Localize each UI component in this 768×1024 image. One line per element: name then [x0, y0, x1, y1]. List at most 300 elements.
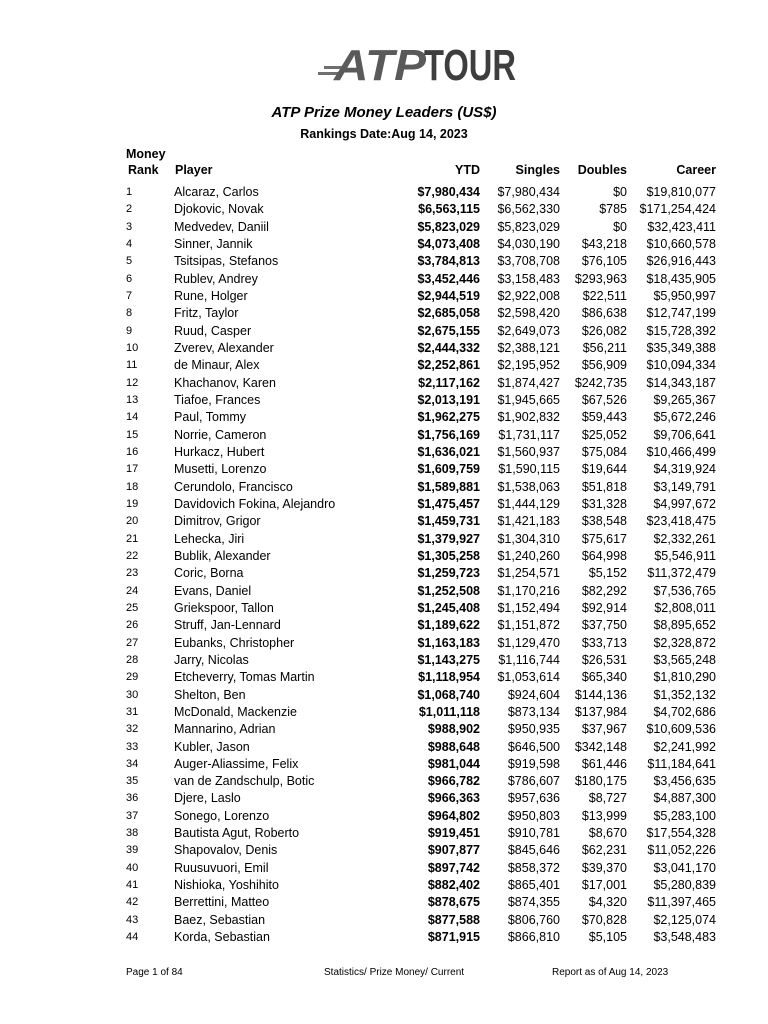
singles-prize-cell: $1,129,470	[497, 635, 560, 650]
doubles-prize-cell: $62,231	[581, 843, 627, 858]
header-singles: Singles	[515, 163, 560, 177]
doubles-prize-cell: $67,526	[581, 392, 627, 407]
singles-prize-cell: $4,030,190	[497, 236, 560, 251]
player-name-cell: Alcaraz, Carlos	[174, 185, 259, 199]
ytd-prize-cell: $1,589,881	[417, 479, 480, 494]
doubles-prize-cell: $0	[613, 219, 627, 234]
table-row	[126, 496, 716, 513]
money-rank-cell: 39	[126, 844, 139, 857]
table-row	[126, 635, 716, 652]
player-name-cell: Cerundolo, Francisco	[174, 479, 293, 494]
header-rank: Rank	[128, 163, 159, 177]
career-prize-cell: $4,887,300	[653, 791, 716, 806]
ytd-prize-cell: $1,163,183	[417, 635, 480, 650]
player-name-cell: Struff, Jan-Lennard	[174, 618, 281, 633]
doubles-prize-cell: $5,152	[588, 566, 627, 581]
table-row	[126, 860, 716, 877]
career-prize-cell: $7,536,765	[653, 583, 716, 598]
table-row	[126, 704, 716, 721]
table-row	[126, 340, 716, 357]
doubles-prize-cell: $31,328	[581, 496, 627, 511]
doubles-prize-cell: $37,750	[581, 618, 627, 633]
doubles-prize-cell: $65,340	[581, 670, 627, 685]
singles-prize-cell: $1,945,665	[497, 392, 560, 407]
doubles-prize-cell: $13,999	[581, 808, 627, 823]
ytd-prize-cell: $2,117,162	[418, 375, 480, 390]
singles-prize-cell: $2,195,952	[497, 358, 560, 373]
career-prize-cell: $4,319,924	[653, 462, 716, 477]
money-rank-cell: 33	[126, 740, 139, 753]
table-row	[126, 271, 716, 288]
singles-prize-cell: $1,116,744	[498, 652, 560, 667]
career-prize-cell: $3,456,635	[653, 774, 716, 789]
doubles-prize-cell: $56,211	[582, 340, 627, 355]
career-prize-cell: $12,747,199	[646, 306, 716, 321]
singles-prize-cell: $1,152,494	[497, 600, 560, 615]
ytd-prize-cell: $981,044	[427, 756, 480, 771]
player-name-cell: Paul, Tommy	[174, 410, 247, 425]
ytd-prize-cell: $897,742	[427, 860, 480, 875]
player-name-cell: Griekspoor, Tallon	[174, 600, 274, 615]
tour-logo-wordmark: TOUR	[424, 41, 516, 90]
table-row	[126, 219, 716, 236]
table-row	[126, 808, 716, 825]
career-prize-cell: $5,283,100	[653, 808, 716, 823]
money-rank-cell: 44	[126, 931, 139, 944]
table-row	[126, 305, 716, 322]
career-prize-cell: $2,328,872	[653, 635, 716, 650]
money-rank-cell: 18	[126, 480, 139, 493]
singles-prize-cell: $2,649,073	[497, 323, 560, 338]
ytd-prize-cell: $988,902	[427, 722, 480, 737]
money-rank-cell: 17	[126, 463, 139, 476]
doubles-prize-cell: $17,001	[581, 878, 627, 893]
player-name-cell: Rune, Holger	[174, 288, 248, 303]
table-row	[126, 790, 716, 807]
career-prize-cell: $10,466,499	[646, 444, 716, 459]
singles-prize-cell: $2,598,420	[497, 306, 560, 321]
ytd-prize-cell: $1,011,118	[418, 704, 480, 719]
document-title: ATP Prize Money Leaders (US$)	[271, 104, 497, 121]
career-prize-cell: $8,895,652	[653, 618, 716, 633]
singles-prize-cell: $1,731,117	[498, 427, 560, 442]
singles-prize-cell: $2,388,121	[497, 340, 560, 355]
doubles-prize-cell: $76,105	[581, 254, 627, 269]
career-prize-cell: $11,372,479	[647, 566, 716, 581]
ytd-prize-cell: $6,563,115	[418, 202, 480, 217]
ytd-prize-cell: $1,379,927	[417, 531, 480, 546]
doubles-prize-cell: $144,136	[574, 687, 627, 702]
career-prize-cell: $10,609,536	[646, 722, 716, 737]
money-rank-cell: 27	[126, 636, 139, 649]
singles-prize-cell: $2,922,008	[497, 288, 560, 303]
ytd-prize-cell: $966,363	[427, 791, 480, 806]
singles-prize-cell: $1,254,571	[497, 566, 560, 581]
doubles-prize-cell: $8,727	[588, 791, 627, 806]
player-name-cell: Kubler, Jason	[174, 739, 250, 754]
money-rank-cell: 9	[126, 324, 133, 337]
ytd-prize-cell: $871,915	[427, 930, 480, 945]
player-name-cell: Djokovic, Novak	[174, 202, 264, 217]
money-rank-cell: 16	[126, 445, 139, 458]
doubles-prize-cell: $785	[599, 202, 627, 217]
footer-report-date: Report as of Aug 14, 2023	[552, 967, 669, 978]
player-name-cell: Lehecka, Jiri	[174, 531, 245, 546]
ytd-prize-cell: $1,475,457	[417, 496, 480, 511]
player-name-cell: Bautista Agut, Roberto	[174, 826, 300, 841]
table-row	[126, 929, 716, 946]
table-row	[126, 427, 716, 444]
ytd-prize-cell: $2,252,861	[417, 358, 480, 373]
ytd-prize-cell: $1,259,723	[417, 566, 480, 581]
ytd-prize-cell: $1,305,258	[417, 548, 480, 563]
player-name-cell: Ruud, Casper	[174, 323, 252, 338]
player-name-cell: Bublik, Alexander	[174, 548, 271, 563]
ytd-prize-cell: $988,648	[427, 739, 480, 754]
money-rank-cell: 25	[126, 601, 139, 614]
singles-prize-cell: $5,823,029	[497, 219, 560, 234]
career-prize-cell: $11,397,465	[647, 895, 716, 910]
ytd-prize-cell: $1,609,759	[417, 462, 480, 477]
career-prize-cell: $2,125,074	[653, 912, 716, 927]
career-prize-cell: $35,349,388	[646, 340, 716, 355]
player-name-cell: Davidovich Fokina, Alejandro	[174, 496, 336, 511]
player-name-cell: Berrettini, Matteo	[174, 895, 270, 910]
money-rank-cell: 21	[126, 532, 139, 545]
doubles-prize-cell: $38,548	[581, 514, 627, 529]
singles-prize-cell: $6,562,330	[497, 202, 560, 217]
career-prize-cell: $19,810,077	[646, 185, 716, 199]
doubles-prize-cell: $33,713	[581, 635, 627, 650]
money-rank-cell: 7	[126, 289, 133, 302]
career-prize-cell: $3,149,791	[653, 479, 716, 494]
doubles-prize-cell: $75,617	[581, 531, 627, 546]
career-prize-cell: $1,352,132	[653, 687, 716, 702]
ytd-prize-cell: $919,451	[427, 826, 480, 841]
table-row	[126, 600, 716, 617]
header-ytd: YTD	[455, 163, 480, 177]
player-name-cell: Fritz, Taylor	[174, 306, 239, 321]
money-rank-cell: 35	[126, 775, 139, 788]
money-rank-cell: 38	[126, 827, 139, 840]
doubles-prize-cell: $92,914	[581, 600, 627, 615]
doubles-prize-cell: $22,511	[582, 288, 627, 303]
ytd-prize-cell: $4,073,408	[417, 236, 480, 251]
doubles-prize-cell: $86,638	[581, 306, 627, 321]
table-row	[126, 548, 716, 565]
money-rank-cell: 23	[126, 567, 139, 580]
header-player: Player	[175, 163, 213, 177]
singles-prize-cell: $950,935	[507, 722, 560, 737]
career-prize-cell: $171,254,424	[639, 202, 716, 217]
money-rank-cell: 4	[126, 237, 133, 250]
table-row	[126, 357, 716, 374]
singles-prize-cell: $957,636	[507, 791, 560, 806]
career-prize-cell: $23,418,475	[646, 514, 716, 529]
money-rank-cell: 10	[126, 341, 139, 354]
ytd-prize-cell: $966,782	[427, 774, 480, 789]
career-prize-cell: $9,265,367	[653, 392, 716, 407]
player-name-cell: Khachanov, Karen	[174, 375, 276, 390]
doubles-prize-cell: $25,052	[581, 427, 627, 442]
header-doubles: Doubles	[577, 163, 627, 177]
ytd-prize-cell: $1,068,740	[417, 687, 480, 702]
career-prize-cell: $26,916,443	[646, 254, 716, 269]
money-rank-cell: 14	[126, 411, 139, 424]
header-career: Career	[676, 163, 716, 177]
ytd-prize-cell: $3,784,813	[417, 254, 480, 269]
footer-page-number: Page 1 of 84	[126, 967, 183, 978]
player-name-cell: Hurkacz, Hubert	[174, 444, 265, 459]
atp-logo-wordmark: ATP	[332, 41, 427, 90]
money-rank-cell: 22	[126, 549, 139, 562]
doubles-prize-cell: $70,828	[581, 912, 627, 927]
player-name-cell: Korda, Sebastian	[174, 930, 270, 945]
career-prize-cell: $4,997,672	[653, 496, 716, 511]
doubles-prize-cell: $61,446	[581, 756, 627, 771]
ytd-prize-cell: $877,588	[427, 912, 480, 927]
table-row	[126, 652, 716, 669]
player-name-cell: van de Zandschulp, Botic	[174, 774, 315, 789]
money-rank-cell: 11	[126, 359, 138, 372]
money-rank-cell: 37	[126, 809, 139, 822]
header-money: Money	[126, 147, 166, 161]
player-name-cell: Coric, Borna	[174, 566, 244, 581]
doubles-prize-cell: $56,909	[581, 358, 627, 373]
career-prize-cell: $5,950,997	[653, 288, 716, 303]
money-rank-cell: 1	[126, 186, 133, 198]
table-row	[126, 877, 716, 894]
doubles-prize-cell: $26,531	[581, 652, 627, 667]
money-rank-cell: 24	[126, 584, 139, 597]
career-prize-cell: $9,706,641	[653, 427, 716, 442]
doubles-prize-cell: $0	[613, 185, 627, 199]
singles-prize-cell: $924,604	[507, 687, 560, 702]
ytd-prize-cell: $2,013,191	[417, 392, 480, 407]
money-rank-cell: 42	[126, 896, 139, 909]
player-name-cell: de Minaur, Alex	[174, 358, 260, 373]
ytd-prize-cell: $2,685,058	[417, 306, 480, 321]
singles-prize-cell: $950,803	[507, 808, 560, 823]
player-name-cell: Shapovalov, Denis	[174, 843, 278, 858]
doubles-prize-cell: $37,967	[581, 722, 627, 737]
singles-prize-cell: $1,151,872	[497, 618, 560, 633]
singles-prize-cell: $866,810	[507, 930, 560, 945]
singles-prize-cell: $919,598	[507, 756, 560, 771]
table-row	[126, 756, 716, 773]
table-row	[126, 479, 716, 496]
ytd-prize-cell: $1,189,622	[417, 618, 480, 633]
footer-section: Statistics/ Prize Money/ Current	[324, 967, 465, 978]
money-rank-cell: 41	[126, 879, 139, 892]
singles-prize-cell: $858,372	[507, 860, 560, 875]
money-rank-cell: 2	[126, 203, 133, 216]
career-prize-cell: $11,184,641	[647, 756, 716, 771]
money-rank-cell: 43	[126, 913, 139, 926]
ytd-prize-cell: $907,877	[427, 843, 480, 858]
singles-prize-cell: $1,170,216	[497, 583, 560, 598]
career-prize-cell: $5,280,839	[653, 878, 716, 893]
table-row	[126, 669, 716, 686]
career-prize-cell: $10,094,334	[646, 358, 716, 373]
prize-money-table	[126, 184, 716, 946]
ytd-prize-cell: $2,675,155	[417, 323, 480, 338]
ytd-prize-cell: $2,444,332	[417, 340, 480, 355]
table-row	[126, 184, 716, 201]
doubles-prize-cell: $5,105	[588, 930, 627, 945]
career-prize-cell: $18,435,905	[646, 271, 716, 286]
table-row	[126, 409, 716, 426]
player-name-cell: Djere, Laslo	[174, 791, 241, 806]
ytd-prize-cell: $1,962,275	[417, 410, 480, 425]
career-prize-cell: $5,546,911	[654, 548, 716, 563]
singles-prize-cell: $7,980,434	[497, 185, 560, 199]
player-name-cell: Eubanks, Christopher	[174, 635, 295, 650]
money-rank-cell: 30	[126, 688, 139, 701]
money-rank-cell: 8	[126, 307, 133, 320]
singles-prize-cell: $3,158,483	[497, 271, 560, 286]
doubles-prize-cell: $39,370	[581, 860, 627, 875]
doubles-prize-cell: $51,818	[581, 479, 627, 494]
table-row	[126, 773, 716, 790]
table-row	[126, 565, 716, 582]
singles-prize-cell: $786,607	[507, 774, 560, 789]
rankings-date: Rankings Date:Aug 14, 2023	[300, 127, 468, 141]
money-rank-cell: 36	[126, 792, 139, 805]
table-row	[126, 825, 716, 842]
career-prize-cell: $4,702,686	[653, 704, 716, 719]
player-name-cell: Musetti, Lorenzo	[174, 462, 267, 477]
singles-prize-cell: $874,355	[507, 895, 560, 910]
player-name-cell: Baez, Sebastian	[174, 912, 266, 927]
money-rank-cell: 6	[126, 272, 133, 285]
table-row	[126, 894, 716, 911]
money-rank-cell: 32	[126, 723, 139, 736]
career-prize-cell: $1,810,290	[653, 670, 716, 685]
table-row	[126, 201, 716, 218]
career-prize-cell: $3,041,170	[653, 860, 716, 875]
career-prize-cell: $15,728,392	[646, 323, 716, 338]
singles-prize-cell: $865,401	[507, 878, 560, 893]
player-name-cell: Evans, Daniel	[174, 583, 252, 598]
singles-prize-cell: $1,240,260	[497, 548, 560, 563]
career-prize-cell: $5,672,246	[653, 410, 716, 425]
table-row	[126, 253, 716, 270]
player-name-cell: Sinner, Jannik	[174, 236, 253, 251]
player-name-cell: Medvedev, Daniil	[174, 219, 269, 234]
player-name-cell: Etcheverry, Tomas Martin	[174, 670, 315, 685]
career-prize-cell: $2,332,261	[653, 531, 716, 546]
player-name-cell: Auger-Aliassime, Felix	[174, 756, 299, 771]
table-row	[126, 461, 716, 478]
player-name-cell: McDonald, Mackenzie	[174, 704, 297, 719]
doubles-prize-cell: $82,292	[581, 583, 627, 598]
ytd-prize-cell: $1,636,021	[417, 444, 480, 459]
money-rank-cell: 12	[126, 376, 139, 389]
table-row	[126, 842, 716, 859]
ytd-prize-cell: $1,245,408	[417, 600, 480, 615]
table-row	[126, 739, 716, 756]
career-prize-cell: $11,052,226	[647, 843, 716, 858]
player-name-cell: Mannarino, Adrian	[174, 722, 276, 737]
money-rank-cell: 13	[126, 393, 139, 406]
player-name-cell: Zverev, Alexander	[174, 340, 274, 355]
ytd-prize-cell: $3,452,446	[417, 271, 480, 286]
money-rank-cell: 20	[126, 515, 139, 528]
player-name-cell: Norrie, Cameron	[174, 427, 267, 442]
career-prize-cell: $32,423,411	[647, 219, 716, 234]
money-rank-cell: 40	[126, 861, 139, 874]
doubles-prize-cell: $242,735	[574, 375, 627, 390]
doubles-prize-cell: $19,644	[581, 462, 627, 477]
doubles-prize-cell: $64,998	[581, 548, 627, 563]
singles-prize-cell: $1,874,427	[497, 375, 560, 390]
doubles-prize-cell: $4,320	[588, 895, 627, 910]
career-prize-cell: $14,343,187	[646, 375, 716, 390]
singles-prize-cell: $1,560,937	[497, 444, 560, 459]
player-name-cell: Tiafoe, Frances	[174, 392, 261, 407]
career-prize-cell: $3,548,483	[653, 930, 716, 945]
money-rank-cell: 34	[126, 757, 139, 770]
player-name-cell: Dimitrov, Grigor	[174, 514, 261, 529]
career-prize-cell: $17,554,328	[646, 826, 716, 841]
singles-prize-cell: $1,421,183	[497, 514, 560, 529]
money-rank-cell: 26	[126, 619, 139, 632]
career-prize-cell: $10,660,578	[646, 236, 716, 251]
ytd-prize-cell: $1,756,169	[417, 427, 480, 442]
ytd-prize-cell: $1,118,954	[418, 670, 480, 685]
singles-prize-cell: $873,134	[507, 704, 560, 719]
table-row	[126, 236, 716, 253]
doubles-prize-cell: $59,443	[581, 410, 627, 425]
doubles-prize-cell: $180,175	[574, 774, 627, 789]
singles-prize-cell: $806,760	[507, 912, 560, 927]
money-rank-cell: 15	[126, 428, 139, 441]
singles-prize-cell: $1,538,063	[497, 479, 560, 494]
player-name-cell: Jarry, Nicolas	[174, 652, 249, 667]
doubles-prize-cell: $342,148	[574, 739, 627, 754]
table-row	[126, 323, 716, 340]
table-row	[126, 392, 716, 409]
ytd-prize-cell: $2,944,519	[417, 288, 480, 303]
table-row	[126, 687, 716, 704]
doubles-prize-cell: $75,084	[581, 444, 627, 459]
money-rank-cell: 31	[126, 705, 139, 718]
career-prize-cell: $3,565,248	[653, 652, 716, 667]
ytd-prize-cell: $1,459,731	[417, 514, 480, 529]
player-name-cell: Tsitsipas, Stefanos	[174, 254, 279, 269]
table-row	[126, 617, 716, 634]
prize-money-rows	[126, 184, 716, 946]
singles-prize-cell: $910,781	[507, 826, 560, 841]
table-row	[126, 531, 716, 548]
doubles-prize-cell: $26,082	[581, 323, 627, 338]
singles-prize-cell: $1,053,614	[497, 670, 560, 685]
singles-prize-cell: $1,590,115	[498, 462, 560, 477]
table-row	[126, 375, 716, 392]
money-rank-cell: 19	[126, 497, 139, 510]
career-prize-cell: $2,808,011	[654, 600, 716, 615]
money-rank-cell: 3	[126, 220, 133, 233]
singles-prize-cell: $646,500	[507, 739, 560, 754]
table-row	[126, 583, 716, 600]
money-rank-cell: 28	[126, 653, 139, 666]
ytd-prize-cell: $7,980,434	[417, 185, 480, 199]
singles-prize-cell: $1,902,832	[497, 410, 560, 425]
money-rank-cell: 29	[126, 671, 139, 684]
player-name-cell: Rublev, Andrey	[174, 271, 258, 286]
ytd-prize-cell: $5,823,029	[417, 219, 480, 234]
